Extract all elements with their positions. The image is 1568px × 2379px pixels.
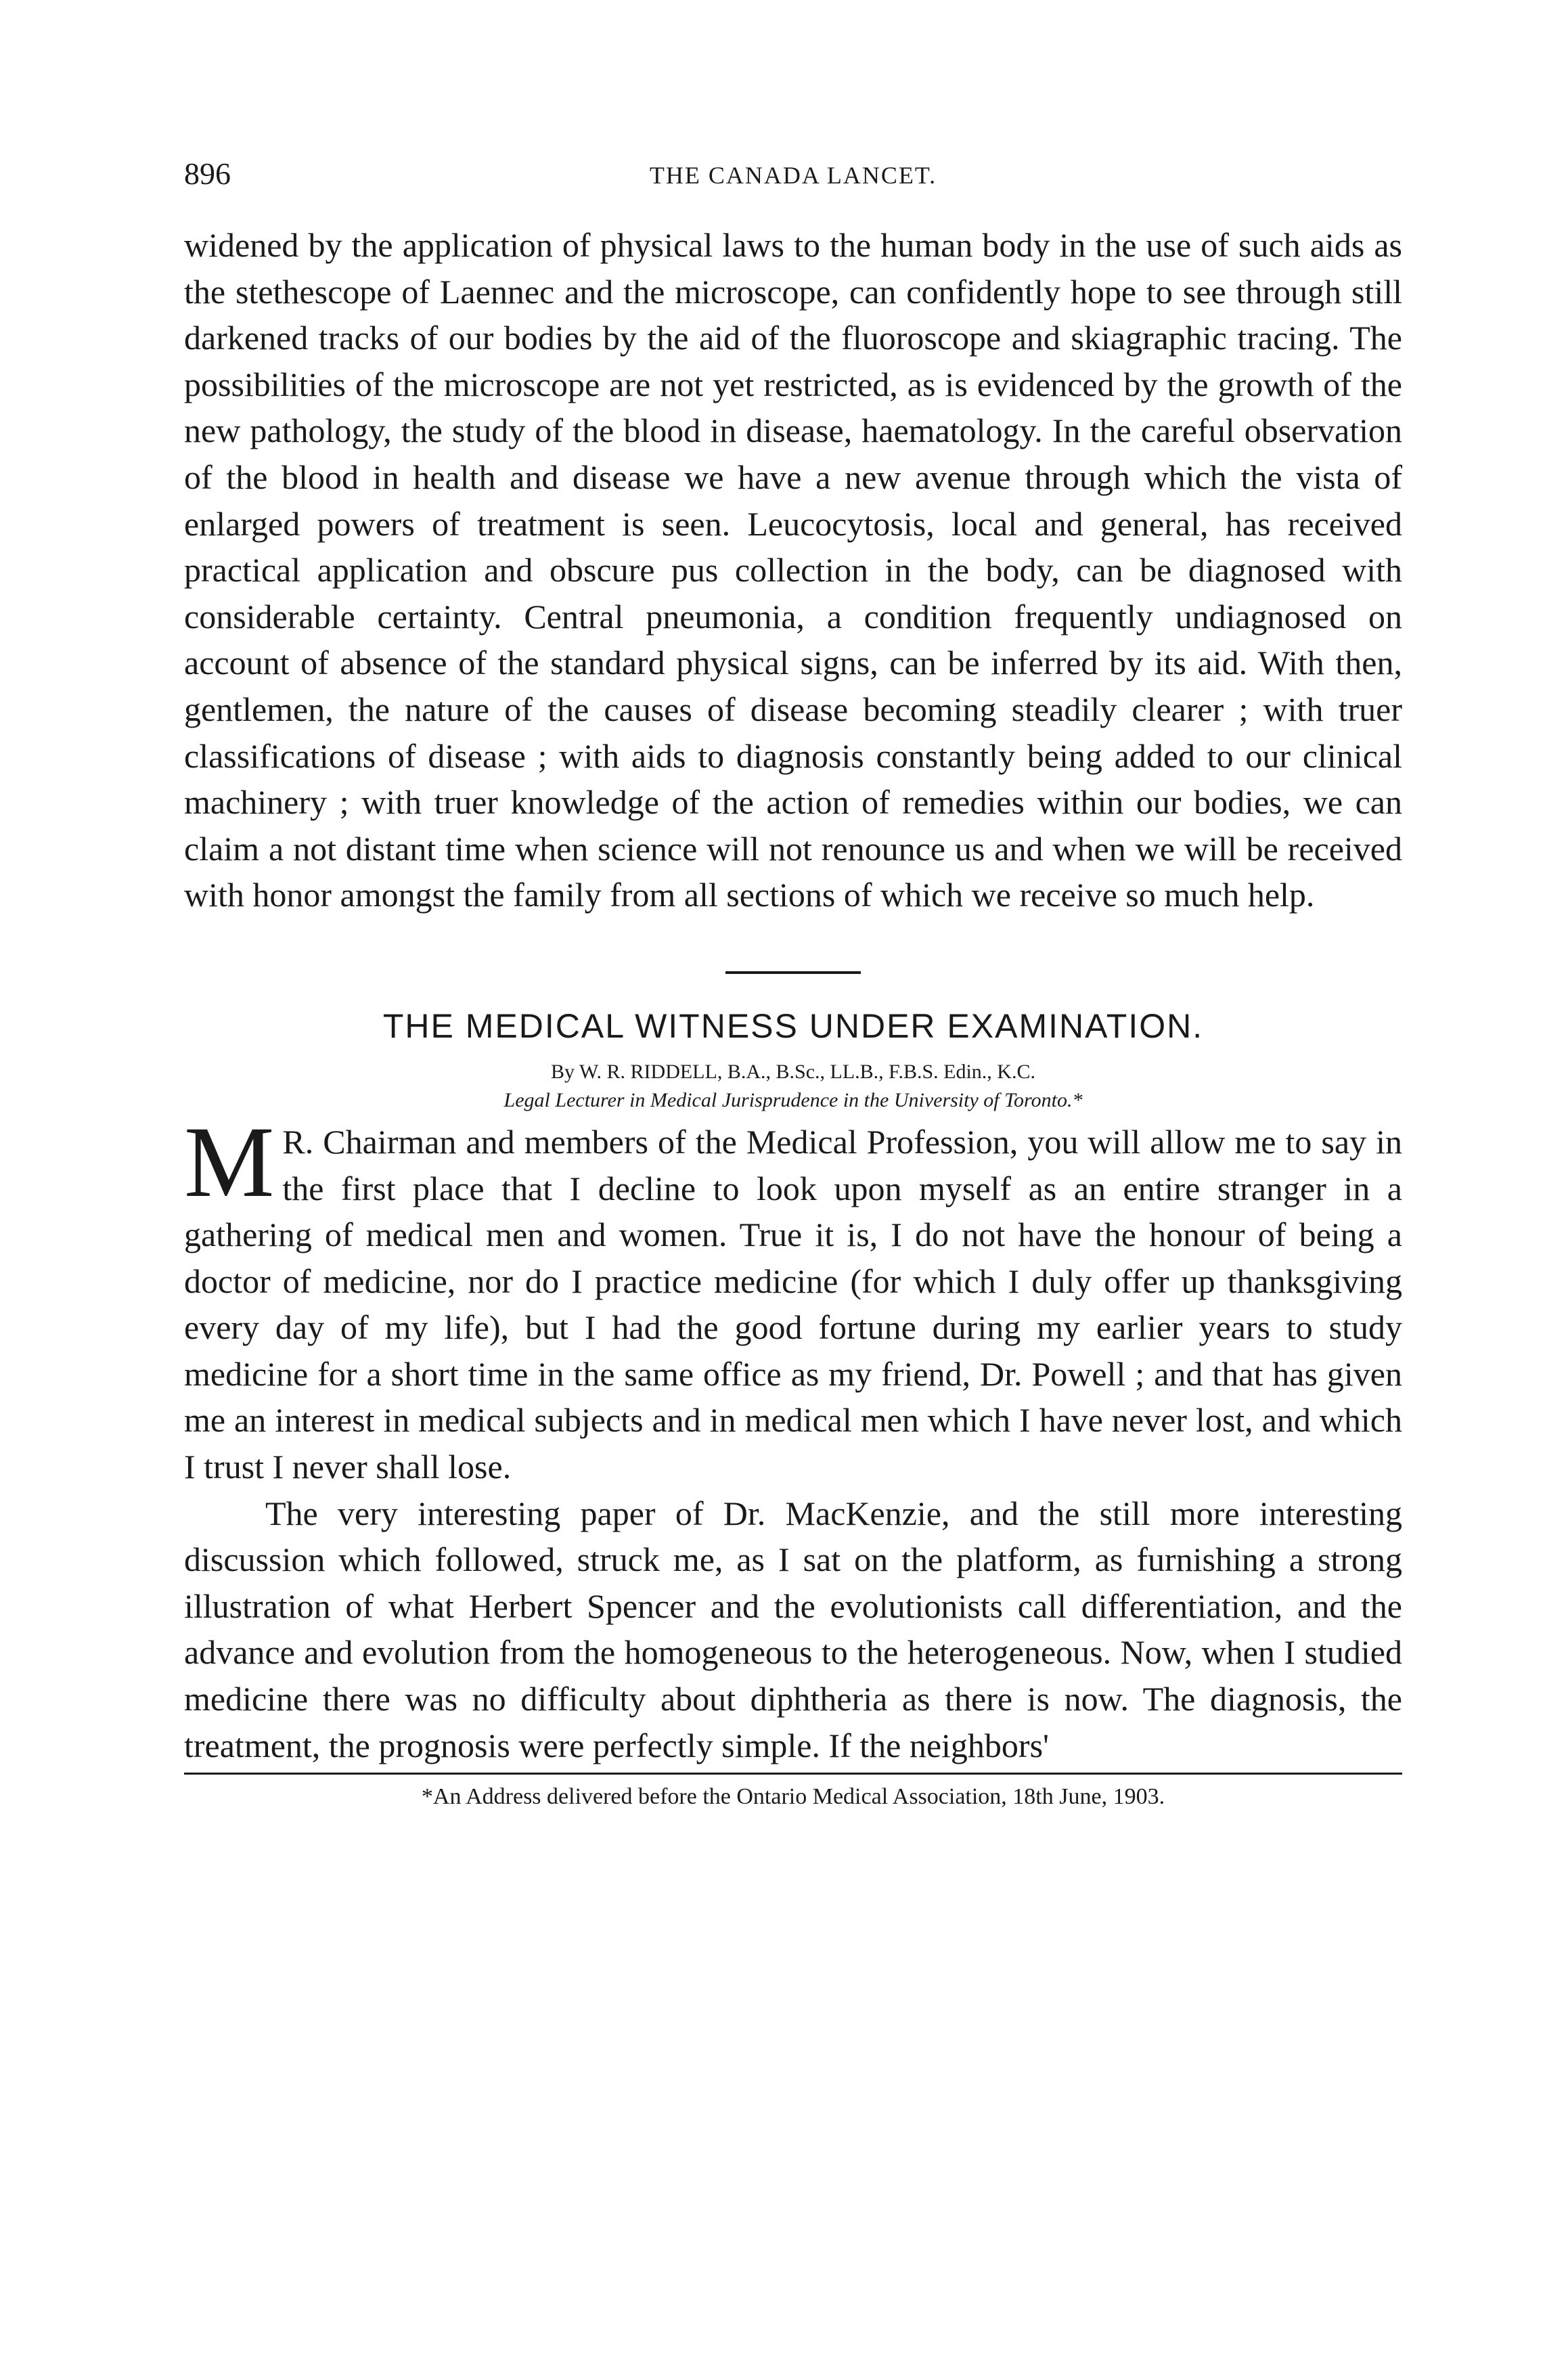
journal-title: THE CANADA LANCET.	[649, 162, 937, 189]
article-title: THE MEDICAL WITNESS UNDER EXAMINATION.	[382, 1006, 1204, 1045]
section-divider	[725, 971, 861, 974]
article-paragraph-2: The very interesting paper of Dr. MacKenzie, and the still more interesting discussion which followed, struck me, as I sat on the platform, as furnishing a strong illustration of what Herbert Spencer and the evolutionists call differentiation, and the advance and evolution from the homogeneous to the heterogeneous. Now, when I studied medicine there was no difficulty about diphtheria as there is now. The diagnosis, the treatment, the prognosis were perfectly simple. If the neighbors'	[184, 1494, 1402, 1764]
previous-article-closing-paragraph: widened by the application of physical laws to the human body in the use of such aids as the stethescope of Laennec and the microscope, can confidently hope to see through still darkened tracks of our bodies by the aid of the fluoroscope and skiagraphic tracing. The possibilities of the microscope are not yet restricted, as is evidenced by the growth of the new pathology, the study of the blood in disease, haematology. In the careful observation of the blood in health and disease we have a new avenue through which the vista of enlarged powers of treatment is seen. Leucocytosis, local and general, has received practical application and obscure pus collection in the body, can be diagnosed with considerable certainty. Central pneumonia, a condition frequently undiagnosed on account of absence of the standard physical signs, can be inferred by its aid. With then, gentlemen, the nature of the causes of disease becoming steadily clearer ; with truer classifications of disease ; with aids to diagnosis constantly being added to our clinical machinery ; with truer knowledge of the action of remedies within our bodies, we can claim a not distant time when science will not renounce us and when we will be received with honor amongst the family from all sections of which we receive so much help.	[184, 226, 1402, 914]
article-byline: By W. R. RIDDELL, B.A., B.Sc., LL.B., F.B.S. Edin., K.C.	[550, 1060, 1035, 1083]
running-header	[184, 156, 1402, 203]
page-number: 896	[184, 156, 231, 191]
footnote-rule	[184, 1773, 1402, 1775]
author-role: Legal Lecturer in Medical Jurisprudence in the University of Toronto.*	[503, 1088, 1083, 1111]
footnote: *An Address delivered before the Ontario Medical Association, 18th June, 1903.	[421, 1784, 1165, 1810]
document-page	[184, 156, 1402, 1810]
article-paragraph-1: MR. Chairman and members of the Medical Profession, you will allow me to say in the first place that I decline to look upon myself as an entire stranger in a gathering of medical men and women. True it is, I do not have the honour of being a doctor of medicine, nor do I practice medicine (for which I duly offer up thanksgiving every day of my life), but I had the good fortune during my earlier years to study medicine for a short time in the same office as my friend, Dr. Powell ; and that has given me an interest in medical subjects and in medical men which I have never lost, and which I trust I never shall lose.	[184, 1105, 1402, 1486]
